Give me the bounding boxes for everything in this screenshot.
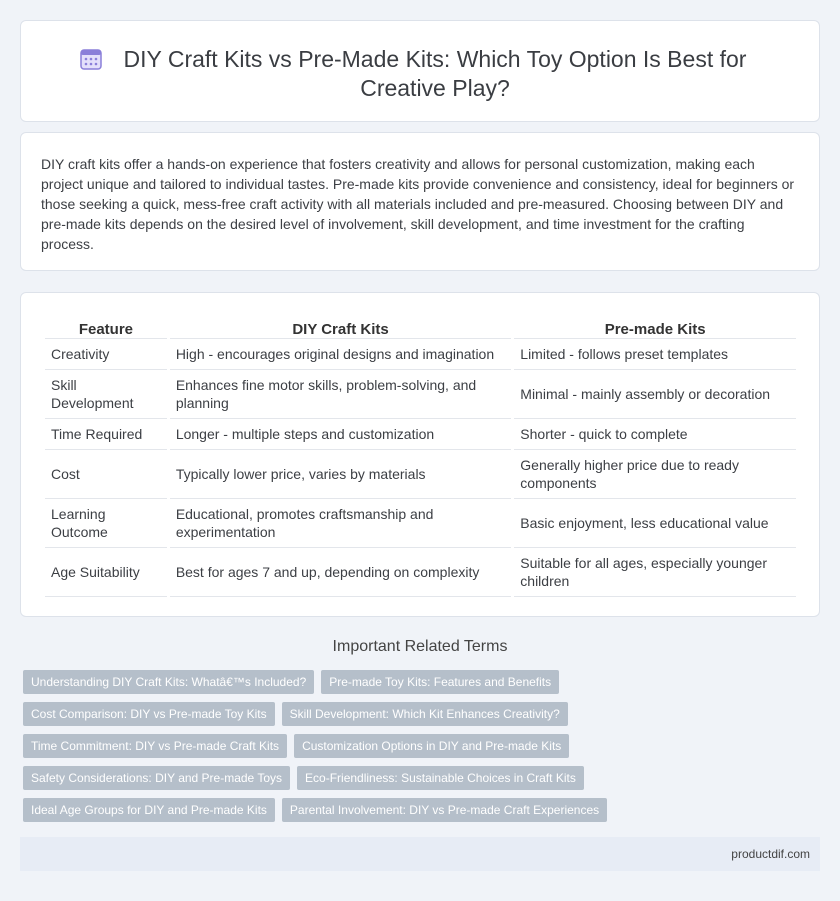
diy-cell: Longer - multiple steps and customization [170, 419, 511, 450]
table-row [45, 419, 796, 450]
table-row [45, 339, 796, 370]
related-term-tag[interactable]: Ideal Age Groups for DIY and Pre-made Kits [23, 798, 275, 822]
premade-cell: Generally higher price due to ready components [514, 450, 796, 499]
page-title: DIY Craft Kits vs Pre-Made Kits: Which Toy Option Is Best for Creative Play? [123, 46, 747, 101]
premade-cell: Suitable for all ages, especially younger children [514, 548, 796, 597]
related-terms-list [23, 670, 813, 822]
table-row [45, 450, 796, 499]
feature-cell: Creativity [45, 339, 167, 370]
diy-cell: Educational, promotes craftsmanship and experimentation [170, 499, 511, 548]
premade-cell: Shorter - quick to complete [514, 419, 796, 450]
table-row [45, 370, 796, 419]
related-term-tag[interactable]: Parental Involvement: DIY vs Pre-made Craft Experiences [282, 798, 607, 822]
footer [20, 837, 820, 871]
related-term-tag[interactable]: Customization Options in DIY and Pre-made Kits [294, 734, 569, 758]
related-term-tag[interactable]: Pre-made Toy Kits: Features and Benefits [321, 670, 559, 694]
comparison-table-card [20, 292, 820, 617]
header-feature: Feature [45, 314, 167, 339]
comparison-table [42, 314, 799, 597]
feature-cell: Cost [45, 450, 167, 499]
related-term-tag[interactable]: Cost Comparison: DIY vs Pre-made Toy Kits [23, 702, 275, 726]
title-card [20, 20, 820, 122]
table-header-row [45, 314, 796, 339]
feature-cell: Age Suitability [45, 548, 167, 597]
header-diy: DIY Craft Kits [170, 314, 511, 339]
related-term-tag[interactable]: Eco-Friendliness: Sustainable Choices in Craft Kits [297, 766, 584, 790]
table-row [45, 548, 796, 597]
intro-paragraph: DIY craft kits offer a hands-on experience that fosters creativity and allows for personal customization, making each project unique and tailored to individual tastes. Pre-made kits provide convenience and consistency, ideal for beginners or those seeking a quick, mess-free craft activity with all materials included and pre-measured. Choosing between DIY and pre-made kits depends on the desired level of involvement, skill development, and time investment for the crafting process. [41, 156, 795, 252]
diy-cell: Enhances fine motor skills, problem-solving, and planning [170, 370, 511, 419]
premade-cell: Minimal - mainly assembly or decoration [514, 370, 796, 419]
related-terms-heading: Important Related Terms [332, 638, 508, 655]
related-term-tag[interactable]: Understanding DIY Craft Kits: Whatâ€™s Included? [23, 670, 314, 694]
premade-cell: Basic enjoyment, less educational value [514, 499, 796, 548]
diy-cell: Best for ages 7 and up, depending on complexity [170, 548, 511, 597]
footer-site-name: productdif.com [731, 847, 810, 861]
related-term-tag[interactable]: Time Commitment: DIY vs Pre-made Craft Kits [23, 734, 287, 758]
feature-cell: Time Required [45, 419, 167, 450]
intro-card [20, 132, 820, 271]
feature-cell: Skill Development [45, 370, 167, 419]
header-premade: Pre-made Kits [514, 314, 796, 339]
feature-cell: Learning Outcome [45, 499, 167, 548]
related-term-tag[interactable]: Skill Development: Which Kit Enhances Creativity? [282, 702, 568, 726]
diy-cell: High - encourages original designs and imagination [170, 339, 511, 370]
related-term-tag[interactable]: Safety Considerations: DIY and Pre-made Toys [23, 766, 290, 790]
table-row [45, 499, 796, 548]
diy-cell: Typically lower price, varies by materials [170, 450, 511, 499]
premade-cell: Limited - follows preset templates [514, 339, 796, 370]
